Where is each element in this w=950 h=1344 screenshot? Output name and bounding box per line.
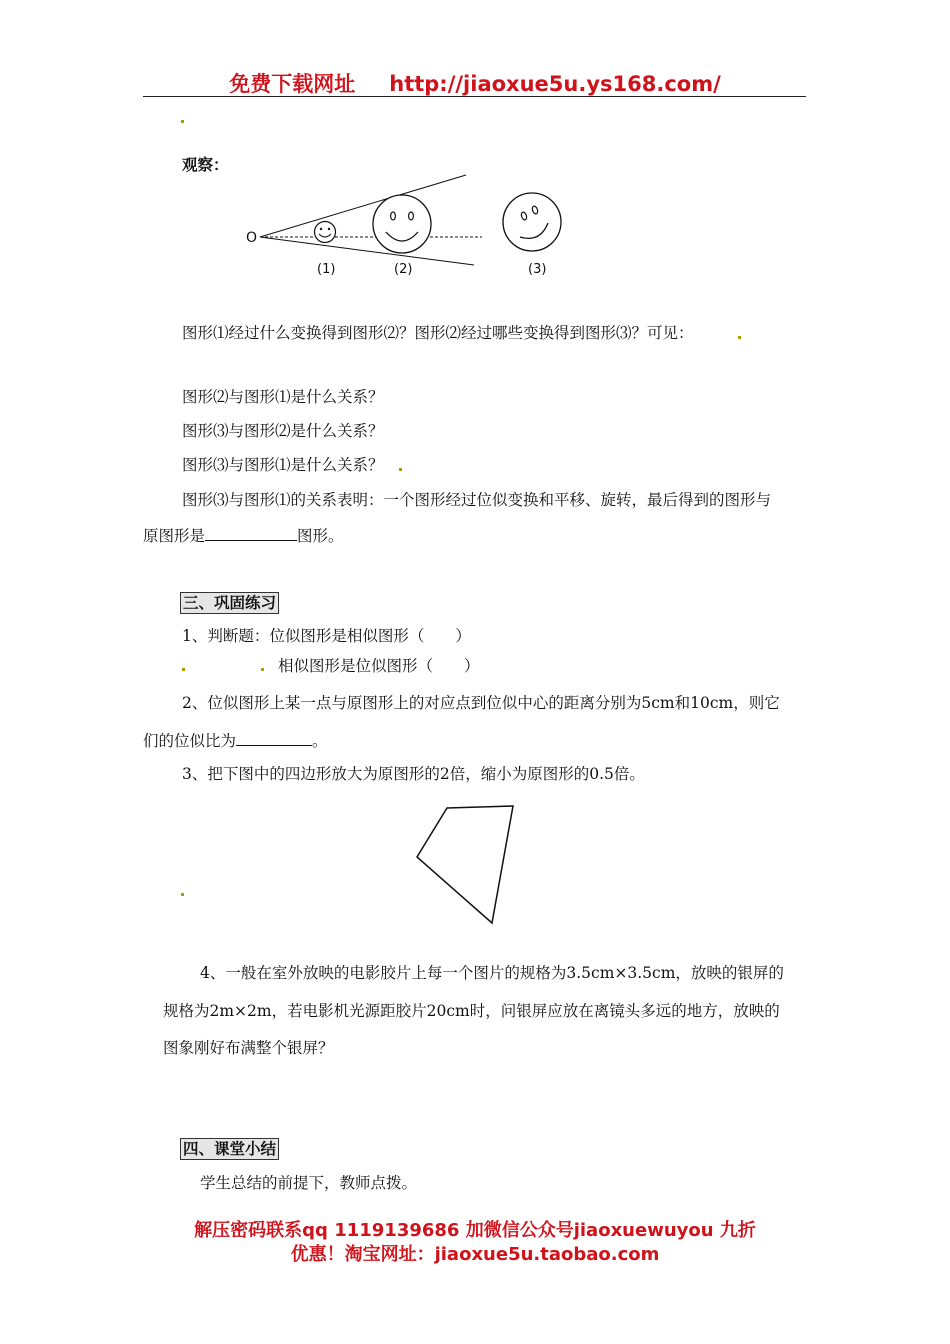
conclusion-line2: [143, 525, 344, 547]
header-link[interactable]: [0, 68, 950, 98]
marker-dot: [261, 668, 264, 671]
answer-blank[interactable]: [205, 526, 297, 541]
question-2: 图形⑵与图形⑴是什么关系？: [182, 388, 384, 406]
exercise-4-line2: 规格为2m×2m，若电影机光源距胶片20cm时，问银屏应放在离镜头多远的地方，放映的: [163, 1002, 780, 1020]
quadrilateral: [417, 806, 513, 923]
marker-dot: [181, 893, 184, 896]
figure-label-1: (1): [317, 262, 336, 277]
header-rule: [143, 96, 806, 97]
ray-upper: [260, 175, 466, 237]
exercise-4-line3: 图象刚好布满整个银屏？: [163, 1039, 334, 1057]
figure-label-3: (3): [528, 262, 547, 277]
smiley-3: [503, 193, 561, 251]
question-4: 图形⑶与图形⑴是什么关系？: [182, 456, 384, 474]
marker-dot: [181, 120, 184, 123]
question-transform: 图形⑴经过什么变换得到图形⑵？图形⑵经过哪些变换得到图形⑶？可见：: [182, 324, 694, 342]
conclusion-text-a: 原图形是: [143, 527, 206, 545]
smiley-2: [373, 195, 431, 253]
exercise-2-text: 们的位似比为: [143, 732, 237, 750]
section4-heading: 四、课堂小结: [180, 1138, 279, 1160]
exercise-4-line1: 4、一般在室外放映的电影胶片上每一个图片的规格为3.5cm×3.5cm，放映的银屏的: [200, 964, 784, 982]
header-label: 免费下载网址: [229, 72, 356, 96]
exercise-2-line1: 2、位似图形上某一点与原图形上的对应点到位似中心的距离分别为5cm和10cm，则它: [182, 694, 780, 712]
smiley-1: [315, 222, 336, 243]
ratio-blank[interactable]: [236, 731, 312, 746]
section3-heading: 三、巩固练习: [180, 592, 279, 614]
question-3: 图形⑶与图形⑵是什么关系？: [182, 422, 384, 440]
ray-lower: [260, 237, 474, 265]
exercise-2-end: 。: [312, 732, 328, 750]
exercise-1a: 1、判断题：位似图形是相似图形（ ）: [182, 627, 471, 645]
quadrilateral-figure: [410, 800, 525, 930]
conclusion-text-b: 图形。: [297, 527, 344, 545]
exercise-2-line2: [143, 730, 328, 752]
observe-title: 观察：: [182, 155, 229, 174]
exercise-3: 3、把下图中的四边形放大为原图形的2倍，缩小为原图形的0.5倍。: [182, 765, 645, 783]
figure-label-2: (2): [394, 262, 413, 277]
origin-label: O: [246, 230, 258, 246]
marker-dot: [738, 336, 741, 339]
exercise-1b: 相似图形是位似图形（ ）: [278, 657, 480, 675]
marker-dot: [182, 668, 185, 671]
summary-text: 学生总结的前提下，教师点拨。: [200, 1174, 418, 1192]
marker-dot: [399, 468, 402, 471]
header-url[interactable]: http://jiaoxue5u.ys168.com/: [389, 72, 721, 96]
footer-line2[interactable]: 优惠！淘宝网址：jiaoxue5u.taobao.com: [290, 1244, 660, 1265]
homothety-figure: [230, 165, 590, 285]
footer-line1: 解压密码联系qq 1119139686 加微信公众号jiaoxuewuyou 九折: [194, 1220, 756, 1241]
conclusion-line1: 图形⑶与图形⑴的关系表明：一个图形经过位似变换和平移、旋转，最后得到的图形与: [182, 491, 772, 509]
